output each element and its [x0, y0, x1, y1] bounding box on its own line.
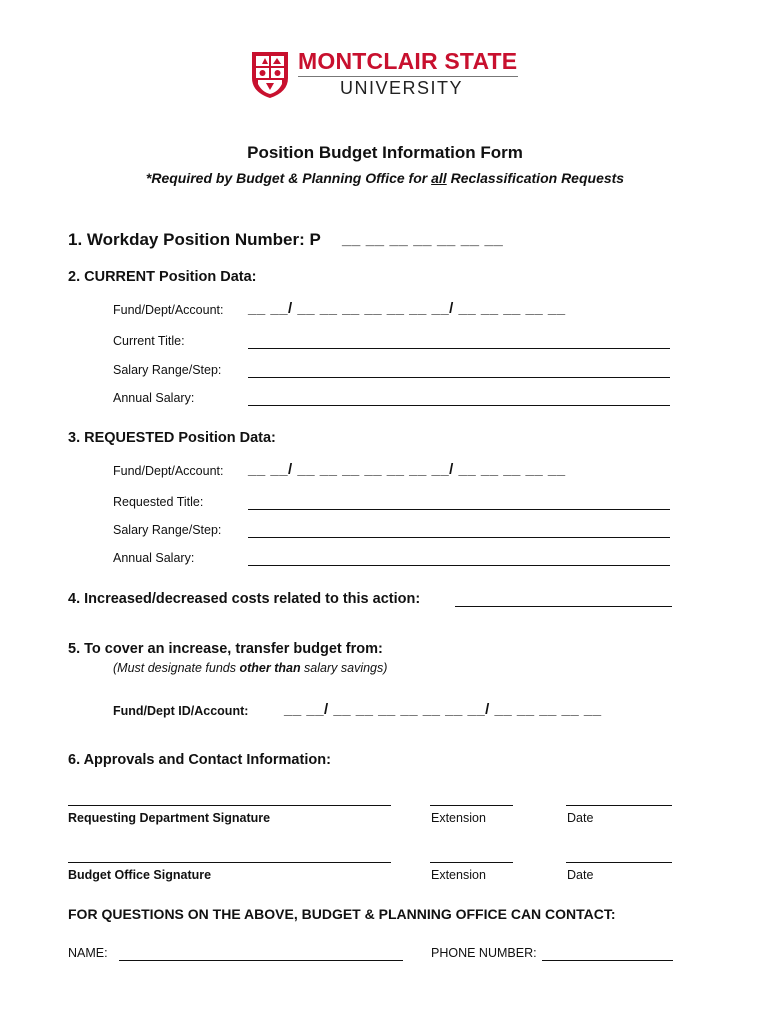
- requested-annual-salary-label: Annual Salary:: [113, 551, 195, 565]
- budget-date-label: Date: [567, 868, 594, 882]
- logo-text-line2: UNIVERSITY: [340, 78, 464, 98]
- cost-change-label: 4. Increased/decreased costs related to this action:: [68, 591, 421, 607]
- requested-title-field[interactable]: [248, 509, 670, 510]
- budget-extension-label: Extension: [431, 868, 486, 882]
- current-title-label: Current Title:: [113, 334, 185, 348]
- contact-name-field[interactable]: [119, 960, 403, 961]
- budget-extension-line[interactable]: [430, 862, 513, 863]
- current-title-field[interactable]: [248, 348, 670, 349]
- workday-position-number-label: 1. Workday Position Number: P: [68, 230, 321, 249]
- requested-salary-range-field[interactable]: [248, 537, 670, 538]
- current-salary-range-label: Salary Range/Step:: [113, 363, 222, 377]
- contact-name-label: NAME:: [68, 946, 108, 960]
- current-position-heading: 2. CURRENT Position Data:: [68, 269, 257, 285]
- requested-fund-label: Fund/Dept/Account:: [113, 464, 224, 478]
- current-annual-salary-field[interactable]: [248, 405, 670, 406]
- transfer-fund-label: Fund/Dept ID/Account:: [113, 704, 249, 718]
- form-subtitle: *Required by Budget & Planning Office for all Reclassification Requests: [145, 170, 625, 186]
- requesting-department-signature-line[interactable]: [68, 805, 391, 806]
- budget-office-signature-line[interactable]: [68, 862, 391, 863]
- current-annual-salary-label: Annual Salary:: [113, 391, 195, 405]
- budget-date-line[interactable]: [566, 862, 672, 863]
- requesting-department-signature-label: Requesting Department Signature: [68, 811, 271, 825]
- contact-phone-field[interactable]: [542, 960, 673, 961]
- requesting-extension-label: Extension: [431, 811, 486, 825]
- approvals-heading: 6. Approvals and Contact Information:: [68, 752, 331, 768]
- university-logo: [250, 48, 520, 100]
- logo-divider: [298, 76, 518, 77]
- form-title: Position Budget Information Form: [247, 143, 523, 162]
- current-salary-range-field[interactable]: [248, 377, 670, 378]
- workday-position-number-field[interactable]: __ __ __ __ __ __ __: [342, 231, 504, 248]
- requested-annual-salary-field[interactable]: [248, 565, 670, 566]
- current-fund-field[interactable]: __ __/ __ __ __ __ __ __ __/ __ __ __ __ __: [248, 300, 566, 317]
- requested-title-label: Requested Title:: [113, 495, 204, 509]
- contact-heading: FOR QUESTIONS ON THE ABOVE, BUDGET & PLANNING OFFICE CAN CONTACT:: [68, 906, 616, 922]
- transfer-budget-label: 5. To cover an increase, transfer budget from:: [68, 641, 383, 657]
- requesting-date-line[interactable]: [566, 805, 672, 806]
- requesting-extension-line[interactable]: [430, 805, 513, 806]
- requested-position-heading: 3. REQUESTED Position Data:: [68, 430, 276, 446]
- requesting-date-label: Date: [567, 811, 594, 825]
- logo-text-line1: MONTCLAIR STATE: [298, 48, 518, 74]
- transfer-fund-field[interactable]: __ __/ __ __ __ __ __ __ __/ __ __ __ __ __: [284, 701, 602, 718]
- transfer-budget-note: (Must designate funds other than salary savings): [113, 661, 388, 675]
- contact-phone-label: PHONE NUMBER:: [431, 946, 537, 960]
- current-fund-label: Fund/Dept/Account:: [113, 303, 224, 317]
- requested-salary-range-label: Salary Range/Step:: [113, 523, 222, 537]
- requested-fund-field[interactable]: __ __/ __ __ __ __ __ __ __/ __ __ __ __ __: [248, 461, 566, 478]
- budget-office-signature-label: Budget Office Signature: [68, 868, 212, 882]
- shield-logo-icon: [250, 48, 290, 100]
- cost-change-field[interactable]: [455, 606, 672, 607]
